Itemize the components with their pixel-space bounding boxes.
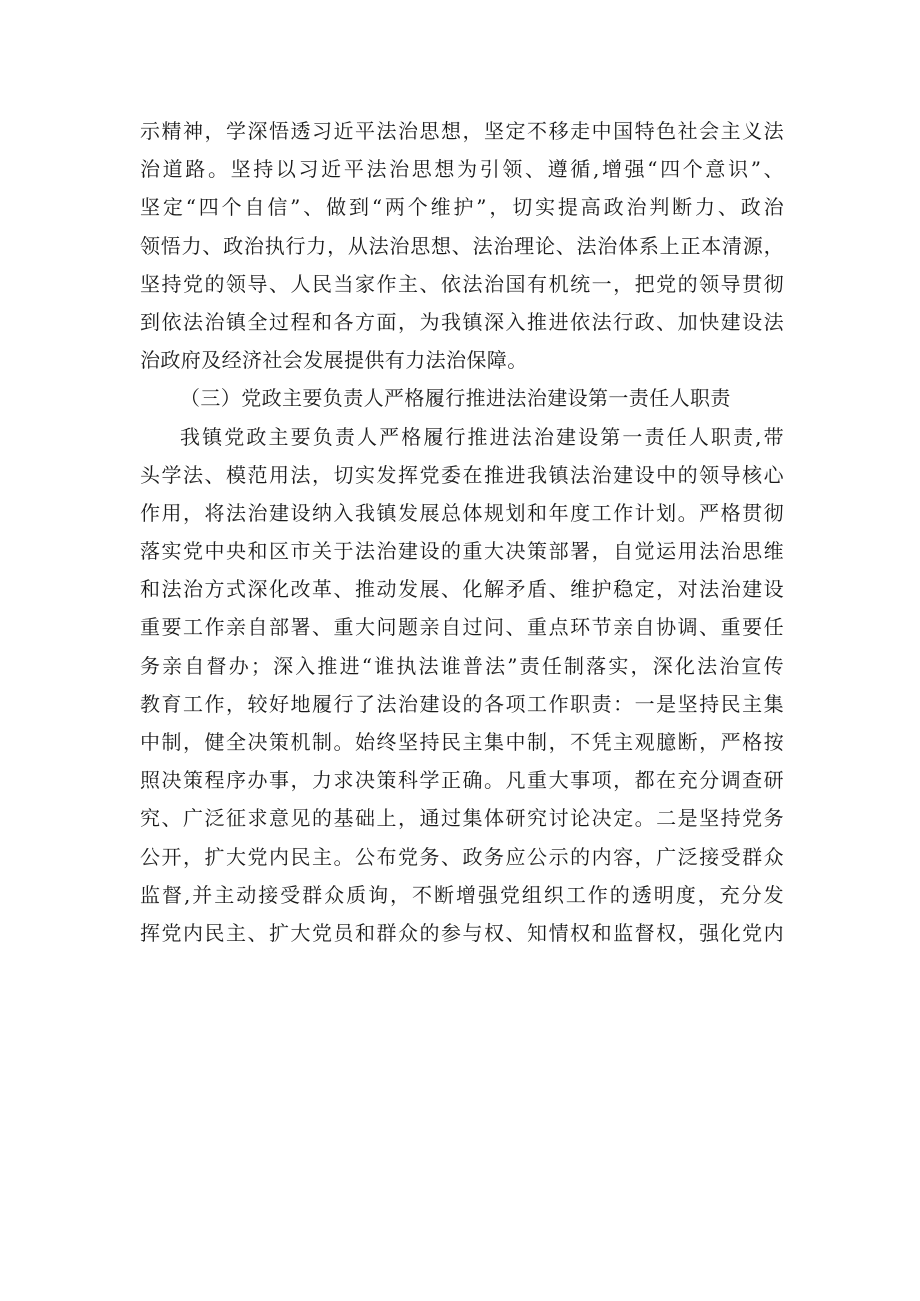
text-line: 领悟力、政治执行力，从法治思想、法治理论、法治体系上正本清源， [140,233,784,258]
text-line: 坚持党的领导、人民当家作主、依法治国有机统一，把党的领导贯彻 [140,271,784,296]
text-line: 和法治方式深化改革、推动发展、化解矛盾、维护稳定，对法治建设 [140,577,784,602]
document-body [140,112,784,952]
text-line: 重要工作亲自部署、重大问题亲自过问、重点环节亲自协调、重要任 [140,615,784,640]
text-line: 照决策程序办事，力求决策科学正确。凡重大事项，都在充分调查研 [140,768,784,793]
text-line: 坚定“四个自信”、做到“两个维护”，切实提高政治判断力、政治 [140,195,784,220]
text-line: 公开，扩大党内民主。公布党务、政务应公示的内容，广泛接受群众 [140,844,784,869]
paragraph-2 [140,418,784,953]
text-line: 示精神，学深悟透习近平法治思想，坚定不移走中国特色社会主义法 [140,119,784,143]
text-line: 究、广泛征求意见的基础上，通过集体研究讨论决定。二是坚持党务 [140,806,784,831]
text-line: 中制，健全决策机制。始终坚持民主集中制，不凭主观臆断，严格按 [140,730,784,754]
text-line: 教育工作，较好地履行了法治建设的各项工作职责：一是坚持民主集 [140,691,784,716]
text-line: 治道路。坚持以习近平法治思想为引领、遵循,增强“四个意识”、 [140,157,784,182]
paragraph-1 [140,112,784,379]
text-line: 作用，将法治建设纳入我镇发展总体规划和年度工作计划。严格贯彻 [140,500,784,525]
text-line: 落实党中央和区市关于法治建设的重大决策部署，自觉运用法治思维 [140,539,784,564]
text-line: 挥党内民主、扩大党员和群众的参与权、知情权和监督权，强化党内 [140,920,784,945]
text-line: 头学法、模范用法，切实发挥党委在推进我镇法治建设中的领导核心 [140,462,784,487]
text-line: 务亲自督办；深入推进“谁执法谁普法”责任制落实，深化法治宣传 [140,653,784,678]
text-line: 监督,并主动接受群众质询，不断增强党组织工作的透明度，充分发 [140,882,784,907]
text-line: 到依法治镇全过程和各方面，为我镇深入推进依法行政、加快建设法 [140,309,784,334]
text-line: 我镇党政主要负责人严格履行推进法治建设第一责任人职责,带 [180,424,784,449]
text-line: 治政府及经济社会发展提供有力法治保障。 [140,348,528,373]
section-heading: （三）党政主要负责人严格履行推进法治建设第一责任人职责 [180,386,731,411]
